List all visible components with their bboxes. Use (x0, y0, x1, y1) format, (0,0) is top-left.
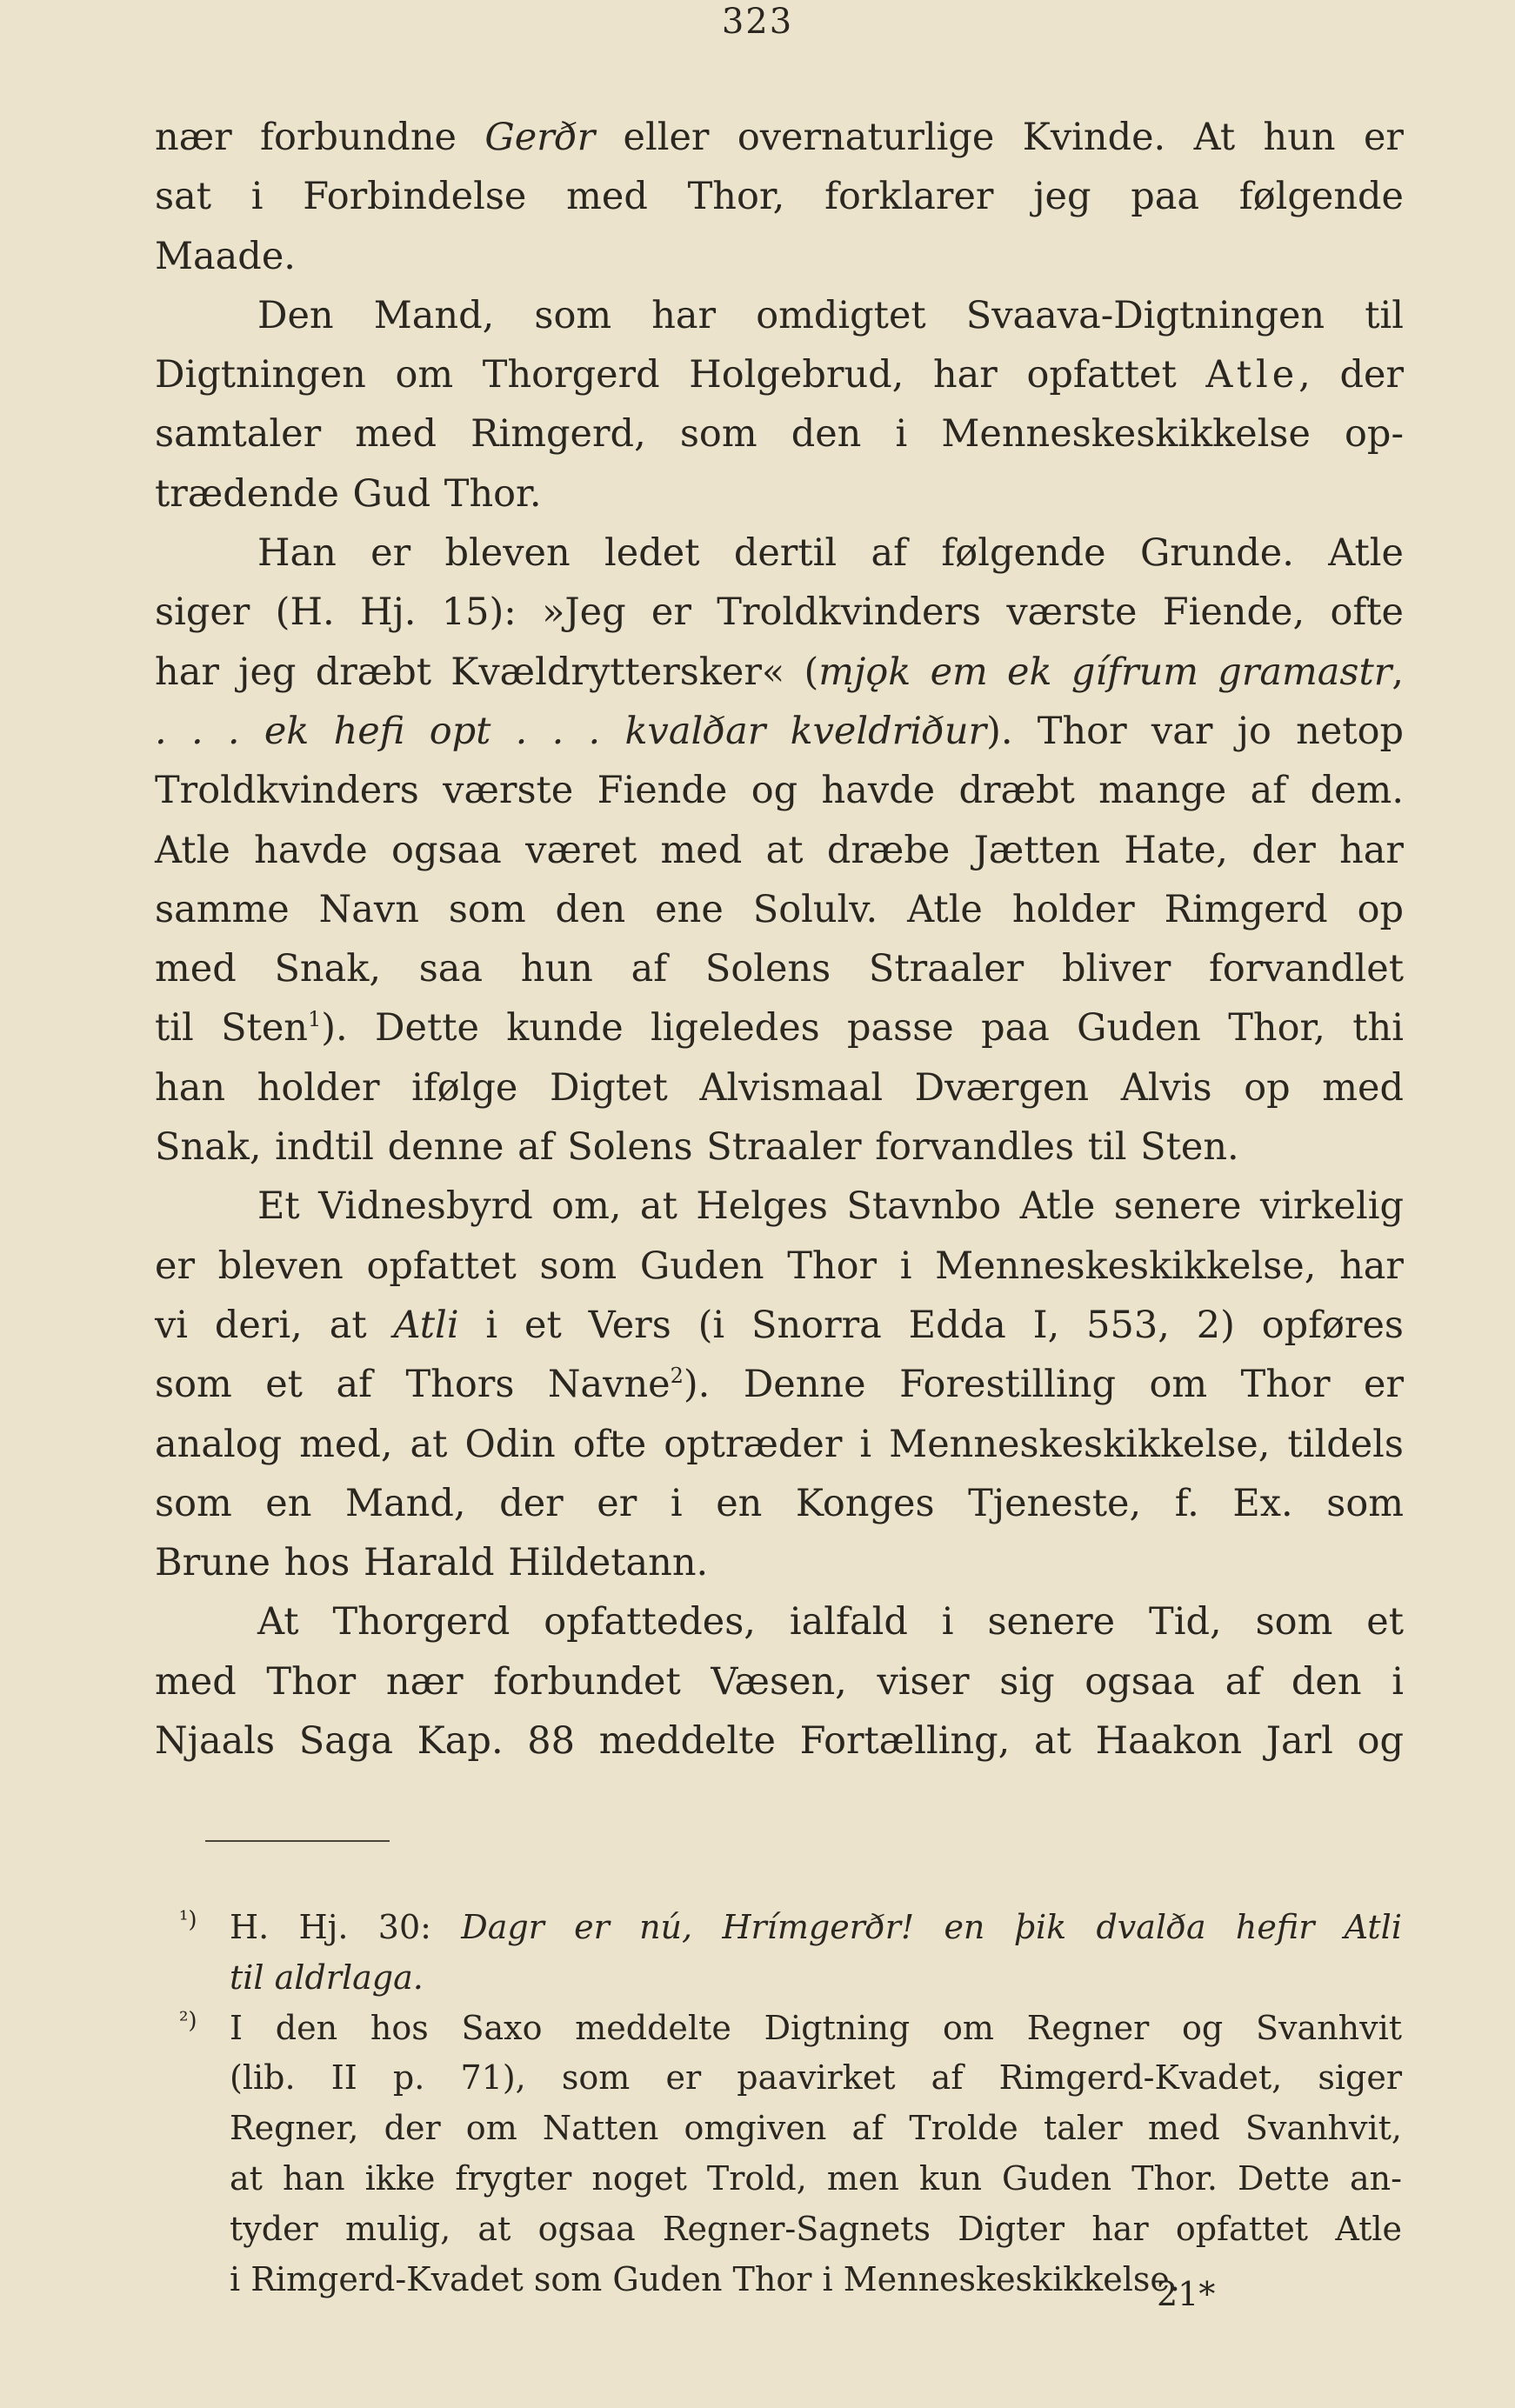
text-line: Atle havde ogsaa været med at dræbe Jætten Hate, der har (155, 828, 1404, 872)
footnote-1: ¹) H. Hj. 30: Dagr er nú, Hrímgerðr! en þik dvalða hefir Atli til aldrlaga. (179, 1903, 1402, 2004)
text-line: analog med, at Odin ofte optræder i Menneskeskikkelse, tildels (155, 1422, 1404, 1466)
footnote-divider (205, 1840, 390, 1842)
footnote-ref: 1 (307, 1007, 322, 1032)
footnote-marker: ¹) (179, 1907, 197, 1933)
text-line: Njaals Saga Kap. 88 meddelte Fortælling, at Haakon Jarl og (155, 1719, 1404, 1764)
text-line: er bleven opfattet som Guden Thor i Menneskeskikkelse, har (155, 1244, 1404, 1288)
text-line: siger (H. Hj. 15): »Jeg er Troldkvinders værste Fiende, ofte (155, 590, 1404, 635)
text-line: med Thor nær forbundet Væsen, viser sig ogsaa af den i (155, 1659, 1404, 1704)
text-line: samme Navn som den ene Solulv. Atle holder Rimgerd op (155, 887, 1404, 931)
text-line: som en Mand, der er i en Konges Tjeneste, f. Ex. som (155, 1481, 1404, 1525)
body-text (155, 108, 1404, 1771)
text-line: Den Mand, som har omdigtet Svaava-Digtningen til (257, 293, 1404, 337)
text-line: Maade. (155, 234, 296, 278)
footnote-marker: ²) (179, 2007, 197, 2034)
text-line: Snak, indtil denne af Solens Straaler forvandles til Sten. (155, 1125, 1239, 1170)
text-line: med Snak, saa hun af Solens Straaler bliver forvandlet (155, 947, 1404, 991)
text-line: Et Vidnesbyrd om, at Helges Stavnbo Atle senere virkelig (257, 1184, 1404, 1229)
text-line: Troldkvinders værste Fiende og havde dræbt mange af dem. (155, 769, 1404, 813)
footnotes (179, 1903, 1402, 2305)
text-line: Digtningen om Thorgerd Holgebrud, har opfattet Atle, der (155, 353, 1404, 397)
text-line: til Sten$^1$). Dette kunde ligeledes passe paa Guden Thor, thi (155, 1006, 1404, 1051)
text-line: han holder ifølge Digtet Alvismaal Dværgen Alvis op med (155, 1065, 1404, 1110)
text-line: Brune hos Harald Hildetann. (155, 1541, 709, 1585)
text-line: sat i Forbindelse med Thor, forklarer jeg paa følgende (155, 175, 1404, 219)
text-line: Han er bleven ledet dertil af følgende Grunde. Atle (257, 531, 1404, 576)
text-line: nær forbundne Gerðr eller overnaturlige Kvinde. At hun er (155, 116, 1404, 159)
text-line: vi deri, at Atli i et Vers (i Snorra Edda I, 553, 2) opføres (155, 1303, 1404, 1347)
text-line: har jeg dræbt Kvældryttersker« (mjǫk em ek gífrum gramastr, (155, 650, 1404, 694)
page-number: 323 (721, 2, 794, 42)
footnote-ref: 2 (670, 1364, 684, 1389)
text-line: samtaler med Rimgerd, som den i Menneskeskikkelse op- (155, 412, 1404, 457)
text-line: At Thorgerd opfattedes, ialfald i senere Tid, som et (257, 1600, 1404, 1644)
text-line: trædende Gud Thor. (155, 471, 542, 516)
text-line: som et af Thors Navne$^2$). Denne Forestilling om Thor er (155, 1363, 1405, 1407)
signature-mark: 21* (1157, 2275, 1216, 2313)
footnote-2: ²) I den hos Saxo meddelte Digtning om Regner og Svanhvit (lib. II p. 71), som er paavirket af Rimgerd-Kvadet, siger Regner, der om Natten omgiven af Trolde taler med Svanhvit, at han ikke frygter noget Trold, men kun Guden Thor. Dette an- tyder mulig, at ogsaa Regner-Sagnets Digter har opfattet Atle i Rimgerd-Kvadet som Guden Thor i Menneskeskikkelse. (179, 2004, 1402, 2305)
text-line: . . . ek hefi opt . . . kvalðar kveldriður). Thor var jo netop (155, 709, 1404, 753)
